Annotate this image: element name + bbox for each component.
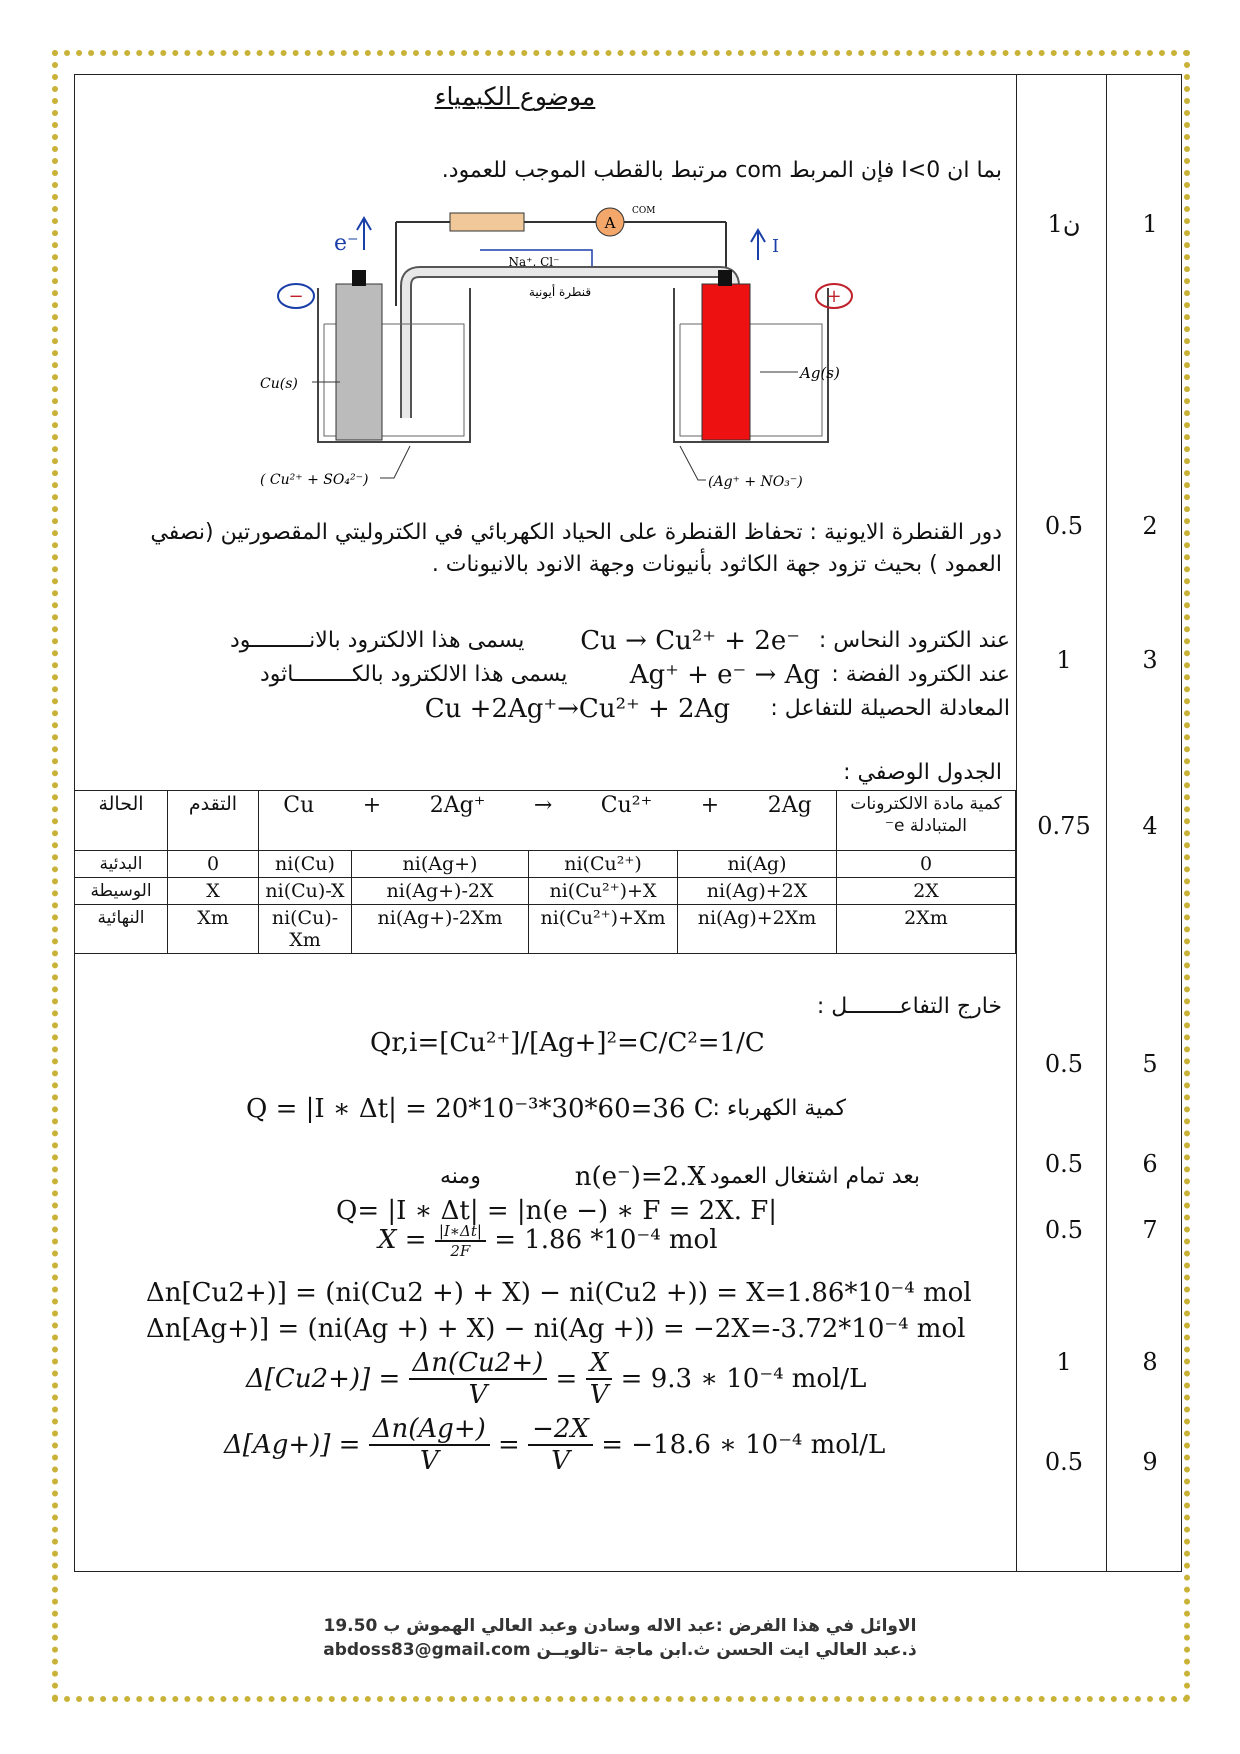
silver-metal-label: Ag(s)	[800, 364, 840, 382]
table-cell: ni(Ag+)-2Xm	[352, 905, 529, 954]
question-number: 1	[1142, 210, 1158, 238]
charge-label: كمية الكهرباء :	[712, 1096, 846, 1121]
table-cell: ni(Cu²⁺)+Xm	[529, 905, 678, 954]
q5-charge-line	[246, 1094, 946, 1128]
salt-bridge-label: قنطرة أيونية	[528, 285, 592, 299]
table-cell: ni(Ag)+2X	[678, 878, 837, 905]
question-number: 5	[1142, 1050, 1158, 1078]
q9-rhs: = −18.6 ∗ 10⁻⁴ mol/L	[601, 1430, 886, 1460]
q7-x-line	[378, 1222, 718, 1278]
table-cell: 0	[837, 851, 1016, 878]
electrochemical-cell-diagram	[260, 198, 880, 498]
bridge-ions-label: Na⁺, Cl⁻	[508, 255, 560, 269]
negative-pole-label: −	[288, 286, 304, 307]
q8-fraction-2	[586, 1348, 613, 1410]
q8-den-1: V	[468, 1380, 488, 1410]
q7-delta-n-copper: Δn[Cu2+)] = (ni(Cu2 +) + X) − ni(Cu2 +)) = X=1.86*10⁻⁴ mol	[146, 1278, 972, 1308]
question-number: 7	[1142, 1216, 1158, 1244]
q6-label: بعد تمام اشتغال العمود :	[695, 1164, 920, 1189]
q2-line-2: العمود ) بحيث تزود جهة الكاثود بأنيونات وجهة الانود بالانيونات .	[431, 552, 1002, 577]
table-cell: ni(Ag+)	[352, 851, 529, 878]
q8-line	[246, 1348, 866, 1410]
resistor	[450, 213, 524, 231]
q3-anode-name: يسمى هذا الالكترود بالانـــــــــود	[230, 628, 525, 653]
current-label: I	[772, 236, 780, 257]
q6-then: ومنه	[440, 1164, 481, 1189]
table-cell: 0	[168, 851, 259, 878]
q8-den-2: V	[589, 1380, 609, 1410]
q3-cathode-label: عند الكترود الفضة :	[831, 662, 1010, 687]
table-row	[75, 878, 1016, 905]
table-header-row	[75, 791, 1016, 851]
table-cell: النهائية	[75, 905, 168, 954]
question-score: 0.5	[1044, 1216, 1084, 1244]
q1-answer: بما ان I<0 فإن المربط com مرتبط بالقطب الموجب للعمود.	[441, 158, 1002, 183]
table-cell: ni(Cu)-Xm	[259, 905, 352, 954]
footer-teacher: ذ.عبد العالي ايت الحسن ث.ابن ماجة –تالويــن abdoss83@gmail.com	[323, 1640, 917, 1660]
q8-num-2: X	[586, 1348, 613, 1380]
table-cell: ni(Cu²⁺)+X	[529, 878, 678, 905]
question-score: 0.5	[1044, 1448, 1084, 1476]
q8-num-1: Δn(Cu2+)	[409, 1348, 548, 1380]
question-score: 0.75	[1037, 812, 1091, 840]
question-score: 0.5	[1044, 1150, 1084, 1178]
q6-equation: n(e⁻)=2.X	[574, 1162, 706, 1192]
table-cell: X	[168, 878, 259, 905]
question-number: 3	[1142, 646, 1158, 674]
q9-den-2: V	[551, 1446, 570, 1476]
charge-equation: Q = |I ∗ Δt| = 20*10⁻³*30*60=36 C	[246, 1094, 714, 1124]
footer-top-students: الاوائل في هذا الفرض :عبد الاله وسادن وعبد العالي الهموش ب 19.50	[323, 1616, 917, 1636]
page-title: موضوع الكيمياء	[434, 82, 596, 111]
silver-electrode	[702, 284, 750, 440]
com-label: COM	[632, 206, 656, 216]
table-header-cell: التقدم	[168, 791, 259, 851]
q5-label: خارج التفاعــــــــل :	[816, 994, 1002, 1019]
q3-overall-line	[230, 694, 1010, 726]
question-score: 1	[1056, 646, 1072, 674]
table-cell: ni(Ag)+2Xm	[678, 905, 837, 954]
table-header-cell: كمية مادة الالكترونات المتبادلة e⁻	[837, 791, 1016, 851]
question-number: 6	[1142, 1150, 1158, 1178]
score-column-divider	[1016, 74, 1017, 1572]
table-cell: ni(Ag+)-2X	[352, 878, 529, 905]
copper-solution-label: ( Cu²⁺ + SO₄²⁻)	[260, 472, 369, 488]
q9-num-1: Δn(Ag+)	[369, 1414, 490, 1446]
table-cell: ni(Cu)	[259, 851, 352, 878]
q9-equals: =	[498, 1430, 520, 1460]
q7-delta-n-silver: Δn[Ag+)] = (ni(Ag +) + X) − ni(Ag +)) = −2X=-3.72*10⁻⁴ mol	[146, 1314, 966, 1344]
table-header-cell: +	[700, 793, 720, 818]
q3-anode-equation: Cu → Cu²⁺ + 2e⁻	[580, 626, 800, 656]
x-value: = 1.86 *10⁻⁴ mol	[494, 1225, 718, 1255]
silver-solution-label: (Ag⁺ + NO₃⁻)	[708, 474, 803, 490]
table-header-cell: →	[533, 793, 553, 818]
table-header-cell: الحالة	[75, 791, 168, 851]
x-lhs: X =	[378, 1225, 427, 1255]
table-cell: الوسيطة	[75, 878, 168, 905]
table-header-cell: 2Ag	[767, 793, 812, 818]
table-header-cell: Cu	[283, 793, 315, 818]
q8-rhs: = 9.3 ∗ 10⁻⁴ mol/L	[620, 1364, 867, 1394]
q3-cathode-name: يسمى هذا الالكترود بالكـــــــــاثود	[260, 662, 568, 687]
electron-label: e⁻	[334, 231, 359, 256]
x-numerator: |I∗Δt|	[435, 1222, 486, 1242]
q8-fraction-1	[409, 1348, 548, 1410]
table-cell: ni(Cu²⁺)	[529, 851, 678, 878]
q3-anode-label: عند الكترود النحاس :	[818, 628, 1010, 653]
copper-electrode	[336, 284, 382, 440]
x-denominator: 2F	[450, 1242, 471, 1260]
question-score: 1ن	[1047, 210, 1081, 238]
q9-line	[224, 1414, 885, 1476]
question-score: 1	[1056, 1348, 1072, 1376]
question-number: 4	[1142, 812, 1158, 840]
question-number: 2	[1142, 512, 1158, 540]
question-number: 8	[1142, 1348, 1158, 1376]
copper-metal-label: Cu(s)	[260, 376, 298, 392]
q6-line	[440, 1162, 920, 1196]
table-cell: البدئية	[75, 851, 168, 878]
q3-anode-line	[230, 626, 1010, 658]
table-cell: Xm	[168, 905, 259, 954]
q6-charge-relation: Q= |I ∗ Δt| = |n(e −) ∗ F = 2X. F|	[336, 1196, 778, 1226]
table-header-cell: +	[362, 793, 382, 818]
table-header-cell: 2Ag⁺	[429, 793, 486, 818]
q3-cathode-equation: Ag⁺ + e⁻ → Ag	[629, 660, 820, 690]
table-row	[75, 905, 1016, 954]
table-header-cell: Cu²⁺	[600, 793, 653, 818]
question-score: 0.5	[1044, 1050, 1084, 1078]
table-header-equation	[259, 791, 837, 851]
question-number: 9	[1142, 1448, 1158, 1476]
q9-num-2: −2X	[528, 1414, 593, 1446]
q9-fraction-1	[369, 1414, 490, 1476]
progress-table	[74, 790, 1016, 954]
q3-cathode-line	[230, 660, 1010, 692]
q3-overall-equation: Cu +2Ag⁺→Cu²⁺ + 2Ag	[424, 694, 730, 724]
q9-den-1: V	[419, 1446, 439, 1476]
q9-lhs: Δ[Ag+)] =	[224, 1430, 361, 1460]
reaction-quotient: Qr,i=[Cu²⁺]/[Ag+]²=C/C²=1/C	[370, 1028, 765, 1058]
q8-equals: =	[555, 1364, 578, 1394]
ammeter-label: A	[604, 214, 616, 232]
q3-overall-label: المعادلة الحصيلة للتفاعل :	[770, 696, 1010, 721]
table-cell: 2X	[837, 878, 1016, 905]
table-cell: ni(Cu)-X	[259, 878, 352, 905]
positive-pole-label: +	[826, 286, 842, 307]
q9-fraction-2	[528, 1414, 593, 1476]
q8-lhs: Δ[Cu2+)] =	[246, 1364, 401, 1394]
table-cell: 2Xm	[837, 905, 1016, 954]
table-cell: ni(Ag)	[678, 851, 837, 878]
question-score: 0.5	[1044, 512, 1084, 540]
q4-label: الجدول الوصفي :	[843, 760, 1002, 785]
table-row	[75, 851, 1016, 878]
x-fraction	[435, 1222, 486, 1260]
q2-line-1: دور القنطرة الايونية : تحفاظ القنطرة على الحياد الكهربائي في الكتروليتي المقصورتين (نصفي	[150, 520, 1002, 545]
